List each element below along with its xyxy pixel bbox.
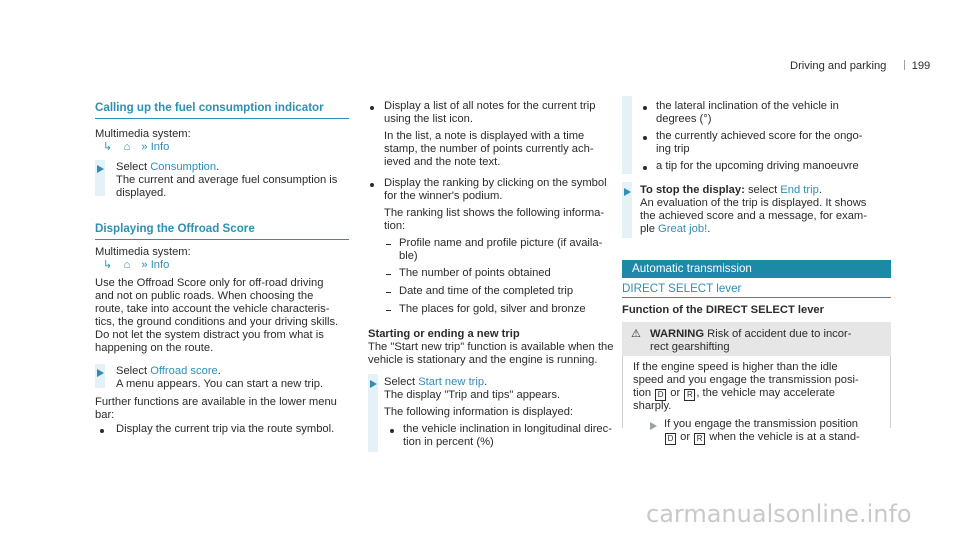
warning-triangle-icon: ⚠ xyxy=(631,328,642,340)
bullet-paragraph-line: The ranking list shows the following informa- xyxy=(384,207,605,219)
step-result-line: A menu appears. You can start a new trip. xyxy=(116,378,324,390)
bullet-dot xyxy=(370,183,374,187)
function-title: Function of the DIRECT SELECT lever xyxy=(622,304,825,316)
step-suffix: . xyxy=(818,184,822,196)
step-result-line: The current and average fuel consumption is xyxy=(116,174,338,186)
dash-item: The number of points obtained xyxy=(399,267,551,279)
home-icon: ⌂ xyxy=(123,141,131,153)
step-prefix: Select xyxy=(116,161,151,173)
gear-r-icon: R xyxy=(684,389,695,401)
bullet-dot xyxy=(370,106,374,110)
heading-underline xyxy=(95,118,349,119)
sub-bullet-line: a tip for the upcoming driving manoeuvre xyxy=(656,160,859,172)
gear-d-icon: D xyxy=(665,433,676,445)
dash-marker xyxy=(386,274,391,275)
bullet-dot xyxy=(643,136,647,140)
double-chevron-icon: » xyxy=(141,259,148,271)
nav-path xyxy=(103,141,169,155)
stop-label: To stop the display: xyxy=(640,184,745,196)
header-separator xyxy=(890,60,905,70)
sub-bullet-line: degrees (°) xyxy=(656,113,712,125)
multimedia-label: Multimedia system: xyxy=(95,246,191,258)
text-segment: when the vehicle is at a stand- xyxy=(706,431,860,443)
page-number: 199 xyxy=(911,60,931,72)
bullet-paragraph-line: ieved and the note text. xyxy=(384,156,501,168)
step-select-start-trip xyxy=(384,376,487,390)
multimedia-label: Multimedia system: xyxy=(95,128,191,140)
sub-bullet-line: ing trip xyxy=(656,143,690,155)
step-arrow-icon xyxy=(624,188,631,196)
paragraph-line: and not on public roads. When choosing the xyxy=(95,290,314,302)
dash-marker xyxy=(386,292,391,293)
warning-paragraph-line: speed and you engage the transmission posi- xyxy=(633,374,859,386)
step-select-offroad xyxy=(116,365,221,379)
step-result-line: The following information is displayed: xyxy=(384,406,574,418)
nav-info-link[interactable]: Info xyxy=(150,259,170,271)
dash-item: The places for gold, silver and bronze xyxy=(399,303,586,315)
header-section: Driving and parking xyxy=(790,60,887,72)
subsection-direct-select: DIRECT SELECT lever xyxy=(622,282,742,295)
bullet-paragraph-line: tion: xyxy=(384,220,406,232)
dash-marker xyxy=(386,244,391,245)
consumption-link[interactable]: Consumption xyxy=(150,161,217,173)
paragraph-line: bar: xyxy=(95,409,115,421)
heading-offroad-score: Displaying the Offroad Score xyxy=(95,222,255,235)
double-chevron-icon: » xyxy=(141,141,148,153)
step-mid: select xyxy=(744,184,781,196)
step-arrow-icon xyxy=(97,165,104,173)
bullet-dot xyxy=(643,106,647,110)
paragraph-line: route, take into account the vehicle characteris- xyxy=(95,303,330,315)
dash-item: Profile name and profile picture (if availa- xyxy=(399,237,603,249)
paragraph-line: Do not let the system distract you from what is xyxy=(95,329,324,341)
warning-step-line xyxy=(664,431,860,445)
bullet-line: for the winner's podium. xyxy=(384,190,503,202)
running-header xyxy=(790,60,930,74)
bullet-dot xyxy=(390,429,394,433)
step-prefix: Select xyxy=(384,376,419,388)
text-segment: , the vehicle may accelerate xyxy=(696,387,835,399)
great-job-link[interactable]: Great job! xyxy=(658,223,708,235)
nav-arrow-icon: ↳ xyxy=(103,259,113,271)
sub-bullet-line: the vehicle inclination in longitudinal direc- xyxy=(403,423,612,435)
step-select-consumption xyxy=(116,161,219,175)
step-stop-display xyxy=(640,184,822,198)
step-prefix: Select xyxy=(116,365,151,377)
paragraph-line: Further functions are available in the lower menu xyxy=(95,396,337,408)
bullet-line: Display the ranking by clicking on the symbol xyxy=(384,177,607,189)
nav-arrow-icon: ↳ xyxy=(103,141,113,153)
bullet-dot xyxy=(643,166,647,170)
step-bar xyxy=(622,96,632,174)
step-suffix: . xyxy=(484,376,488,388)
heading-fuel-consumption: Calling up the fuel consumption indicator xyxy=(95,101,324,114)
bullet-paragraph-line: stamp, the number of points currently ach- xyxy=(384,143,594,155)
sub-bullet-line: the lateral inclination of the vehicle in xyxy=(656,100,839,112)
dash-item: Date and time of the completed trip xyxy=(399,285,574,297)
paragraph-line: vehicle is stationary and the engine is running. xyxy=(368,354,598,366)
dash-marker xyxy=(386,310,391,311)
warning-paragraph-line: sharply. xyxy=(633,400,672,412)
nav-info-link[interactable]: Info xyxy=(150,141,170,153)
subsection-underline xyxy=(622,297,891,298)
step-result-line: displayed. xyxy=(116,187,167,199)
offroad-score-link[interactable]: Offroad score xyxy=(150,365,218,377)
bullet-dot xyxy=(100,429,104,433)
sub-bullet-line: tion in percent (%) xyxy=(403,436,494,448)
heading-underline xyxy=(95,239,349,240)
step-result-line xyxy=(640,223,710,237)
step-prefix: ple xyxy=(640,223,659,235)
step-suffix: . xyxy=(216,161,220,173)
step-result-line: The display "Trip and tips" appears. xyxy=(384,389,561,401)
paragraph-line: happening on the route. xyxy=(95,342,214,354)
start-new-trip-link[interactable]: Start new trip xyxy=(418,376,485,388)
text-segment: tion xyxy=(633,387,655,399)
step-arrow-icon xyxy=(97,369,104,377)
text-segment: or xyxy=(667,387,684,399)
warning-title-line: rect gearshifting xyxy=(650,341,730,353)
bullet-line: using the list icon. xyxy=(384,113,473,125)
bullet-line: Display a list of all notes for the current trip xyxy=(384,100,596,112)
step-arrow-icon xyxy=(370,380,377,388)
sub-bullet-line: the currently achieved score for the ongo- xyxy=(656,130,863,142)
section-header-automatic-transmission: Automatic transmission xyxy=(622,260,891,278)
nav-path xyxy=(103,259,169,273)
warning-text: Risk of accident due to incor- xyxy=(704,328,852,340)
step-suffix: . xyxy=(217,365,221,377)
bullet-paragraph-line: In the list, a note is displayed with a time xyxy=(384,130,585,142)
warning-label: WARNING xyxy=(650,328,705,340)
warning-title-line xyxy=(650,328,851,342)
paragraph-line: Use the Offroad Score only for off-road driving xyxy=(95,277,324,289)
paragraph-line: tics, the ground conditions and your driving skills. xyxy=(95,316,339,328)
bullet-item: Display the current trip via the route symbol. xyxy=(116,423,335,435)
gear-r-icon: R xyxy=(694,433,705,445)
gear-d-icon: D xyxy=(655,389,666,401)
warning-paragraph-line xyxy=(633,387,835,401)
warning-step-line: If you engage the transmission position xyxy=(664,418,859,430)
text-segment: or xyxy=(677,431,694,443)
paragraph-line: The "Start new trip" function is available when the xyxy=(368,341,614,353)
step-arrow-icon xyxy=(650,422,657,430)
home-icon: ⌂ xyxy=(123,259,131,271)
watermark: carmanualsonline.info xyxy=(646,500,912,528)
end-trip-link[interactable]: End trip xyxy=(780,184,819,196)
dash-item: ble) xyxy=(399,250,418,262)
step-suffix: . xyxy=(707,223,711,235)
step-result-line: An evaluation of the trip is displayed. It shows xyxy=(640,197,867,209)
warning-paragraph-line: If the engine speed is higher than the idle xyxy=(633,361,838,373)
subheading-new-trip: Starting or ending a new trip xyxy=(368,328,520,340)
step-result-line: the achieved score and a message, for exam- xyxy=(640,210,867,222)
